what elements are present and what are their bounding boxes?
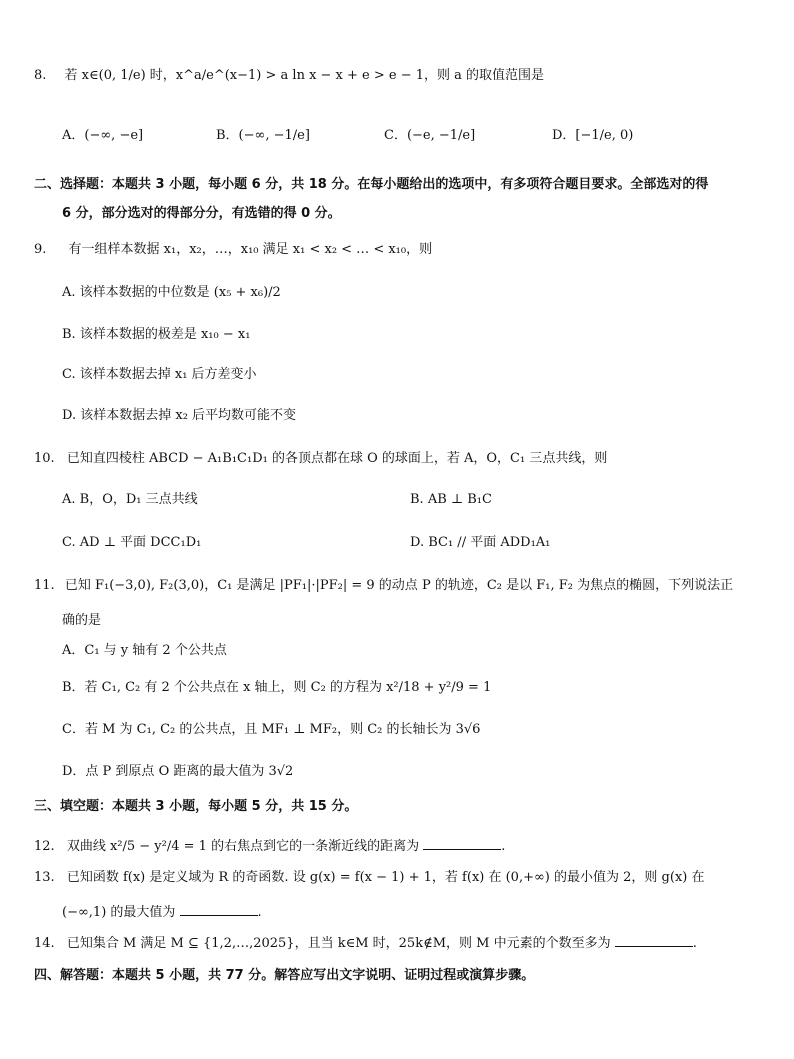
question-10: [34, 449, 607, 469]
question-end: .: [692, 936, 697, 951]
question-stem: 若 x∈(0, 1/e) 时，x^a/e^(x−1) > a ln x − x + e > e − 1，则 a 的取值范围是: [64, 68, 545, 83]
option-a: A．(−∞, −e]: [62, 128, 144, 143]
question-11: [34, 576, 733, 596]
question-13-cont: [62, 901, 262, 923]
question-number: 12.: [34, 839, 55, 854]
question-number: 13.: [34, 870, 55, 885]
section-4-heading: 四、解答题：本题共 5 小题，共 77 分。解答应写出文字说明、证明过程或演算步骤。: [34, 968, 535, 983]
option-b: B．(−∞, −1/e]: [216, 128, 310, 143]
question-stem: 有一组样本数据 x₁，x₂，…，x₁₀ 满足 x₁ < x₂ < … < x₁₀，则: [68, 242, 433, 257]
question-12: [34, 835, 505, 857]
section-2-heading: 二、选择题：本题共 3 小题，每小题 6 分，共 18 分。在每小题给出的选项中，有多项符合题目要求。全部选对的得: [34, 177, 709, 192]
question-stem: 已知函数 f(x) 是定义域为 R 的奇函数. 设 g(x) = f(x − 1) + 1，若 f(x) 在 (0,+∞) 的最小值为 2，则 g(x) 在: [66, 870, 705, 885]
option-a: A. 该样本数据的中位数是 (x₅ + x₆)/2: [62, 285, 281, 300]
option-a: A. B，O，D₁ 三点共线: [62, 492, 198, 507]
question-stem: 双曲线 x²/5 − y²/4 = 1 的右焦点到它的一条渐近线的距离为: [66, 839, 420, 854]
option-b: B. 该样本数据的极差是 x₁₀ − x₁: [62, 327, 251, 342]
question-end: .: [501, 839, 506, 854]
option-d: D. BC₁ // 平面 ADD₁A₁: [410, 535, 551, 550]
question-13: [34, 868, 704, 888]
question-number: 8.: [34, 68, 47, 83]
question-9: [34, 240, 432, 260]
answer-blank[interactable]: [180, 901, 258, 916]
option-c: C. AD ⊥ 平面 DCC₁D₁: [62, 535, 202, 550]
section-3-heading: 三、填空题：本题共 3 小题，每小题 5 分，共 15 分。: [34, 799, 358, 814]
option-c: C．若 M 为 C₁, C₂ 的公共点，且 MF₁ ⊥ MF₂，则 C₂ 的长轴长为 3√6: [62, 722, 481, 737]
question-number: 9.: [34, 242, 47, 257]
option-d: D．点 P 到原点 O 距离的最大值为 3√2: [62, 764, 294, 779]
answer-blank[interactable]: [615, 932, 693, 947]
option-b: B．若 C₁, C₂ 有 2 个公共点在 x 轴上，则 C₂ 的方程为 x²/18 + y²/9 = 1: [62, 680, 492, 695]
question-stem-cont: 确的是: [62, 613, 102, 628]
question-number: 14.: [34, 936, 55, 951]
question-8: [34, 66, 544, 86]
option-d: D. 该样本数据去掉 x₂ 后平均数可能不变: [62, 408, 297, 423]
option-c: C. 该样本数据去掉 x₁ 后方差变小: [62, 367, 257, 382]
question-14: [34, 932, 697, 954]
question-stem: 已知 F₁(−3,0), F₂(3,0)，C₁ 是满足 |PF₁|·|PF₂| = 9 的动点 P 的轨迹，C₂ 是以 F₁, F₂ 为焦点的椭圆，下列说法正: [64, 578, 734, 593]
answer-blank[interactable]: [423, 835, 501, 850]
option-a: A．C₁ 与 y 轴有 2 个公共点: [62, 643, 227, 658]
question-stem: 已知集合 M 满足 M ⊆ {1,2,…,2025}，且当 k∈M 时，25k∉M，则 M 中元素的个数至多为: [66, 936, 611, 951]
option-b: B. AB ⊥ B₁C: [410, 492, 492, 507]
question-stem-cont: (−∞,1) 的最大值为: [62, 905, 176, 920]
question-end: .: [257, 905, 262, 920]
section-2-heading-cont: 6 分，部分选对的得部分分，有选错的得 0 分。: [62, 206, 341, 221]
question-number: 10.: [34, 451, 55, 466]
question-stem: 已知直四棱柱 ABCD − A₁B₁C₁D₁ 的各顶点都在球 O 的球面上，若 A，O，C₁ 三点共线，则: [66, 451, 608, 466]
question-number: 11.: [34, 578, 55, 593]
option-c: C．(−e, −1/e]: [384, 128, 476, 143]
option-d: D．[−1/e, 0): [552, 128, 634, 143]
